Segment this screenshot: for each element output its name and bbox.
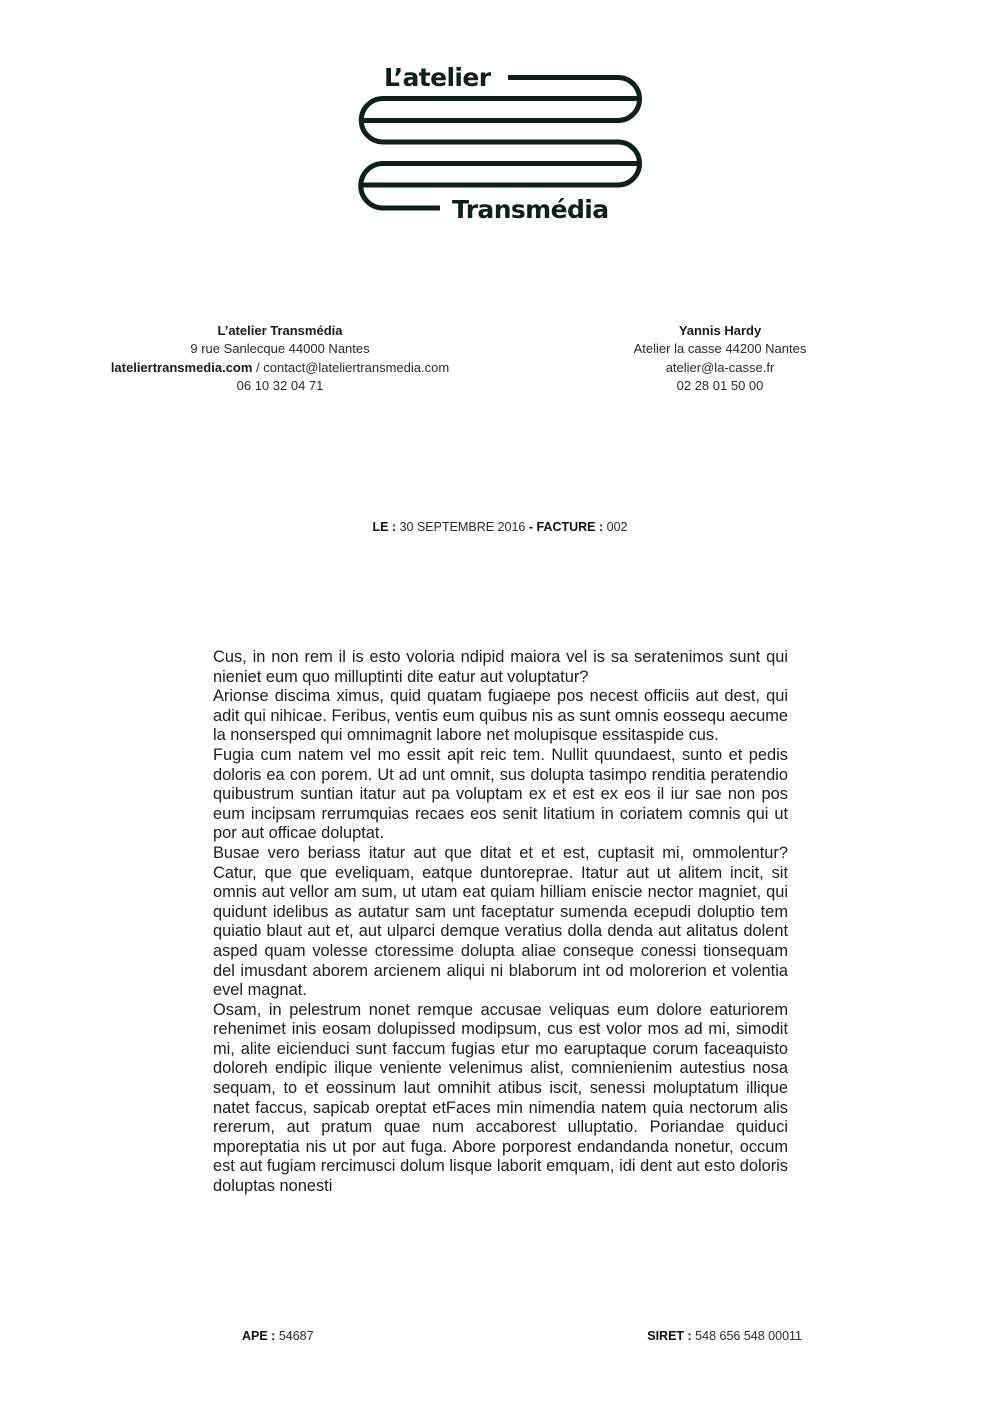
body-paragraph: Fugia cum natem vel mo essit apit reic tem. Nullit quundaest, sunto et pedis doloris ea con porem. Ut ad unt omnit, sus dolupta tasimpo renditia peratendio quibustrum suntian itatur aut pa voluptam ex et est ex eos il iur sae non pos eum incipsam rerrumquias recaes eos senit litatium in coriatem comnis qui ut por aut officae doluptat. [213, 745, 788, 843]
sender-address: 9 rue Sanlecque 44000 Nantes [190, 341, 370, 357]
footer-ape-code [242, 1329, 314, 1343]
sender-web-contact [80, 359, 480, 377]
date-value: 30 SEPTEMBRE 2016 [396, 520, 529, 534]
body-paragraph: Cus, in non rem il is esto voloria ndipid maiora vel is sa seratenimos sunt qui nieniet eum quo milluptinti dite eatur aut voluptatur? [213, 648, 788, 686]
ape-label: APE : [242, 1329, 276, 1343]
body-paragraph: Busae vero beriass itatur aut que ditat et et est, cuptasit mi, ommolentur? Catur, que que eveliquam, eatque duntoreprae. Itatur aut ut alitem incit, sit omnis aut vellor am sum, ut utam eat quiam hilliam eniscie nector magniet, qui quidunt idelibus as autatur sam unt faceptatur sumenda ecepudi doluptio tem quiatio blaut aut et, aut ulparci demque veratius dolla denda aut alitatus dolent asped quam volesse ctoressime dolupta aliae conseque conessi tionsequam del imusdant aborem arcienem aliqui ni blaborum int od molorerion et volentia evel magnat. [213, 843, 788, 1000]
company-logo [340, 55, 660, 235]
meta-dash: - [528, 520, 537, 534]
recipient-email-link[interactable]: atelier@la-casse.fr [665, 359, 775, 375]
letter-body [213, 648, 788, 1197]
body-paragraph: Osam, in pelestrum nonet remque accusae veliquas eum dolore eaturiorem rehenimet inis eosam dolupissed modipsum, cus est volor mos ad mi, simodit mi, alite eicienduci sunt faccum fugias etur mo earuptaque corum faceaquisto doloreh endipic ilique veniente velenimus alist, comnienienim autestius nosa sequam, to et eossinum laut omnihit atibus iscit, senessi moluptatum illique natet faccus, sapicab oreptat etFaces min nimendia natem quia nectorum alis rererum, aut pratum quae num accaborest ulluptatio. Poriandae quiduci mporeptatia nis ut por aut fuga. Abore porporest endandanda nonetur, occum est aut fugiam rercimusci dolum lisque laborit emquam, idi dent aut esto doloris doluptas nonesti [213, 1000, 788, 1196]
sender-address-block [80, 322, 480, 395]
siret-label: SIRET : [647, 1329, 692, 1343]
body-paragraph: Arionse discima ximus, quid quatam fugiaepe pos necest officiis aut dest, qui adit qui nihicae. Feribus, ventis eum quibus nis as sunt omnis eossequ aecume la nonsersped qui omnimagnit labore net molupisque essitaspide cus. [213, 687, 788, 745]
sender-email-link[interactable]: contact@lateliertransmedia.com [263, 359, 450, 375]
logo-text-transmedia: Transmédia [452, 195, 609, 224]
siret-value: 548 656 548 00011 [691, 1329, 802, 1343]
ape-value: 54687 [275, 1329, 314, 1343]
sender-name: L’atelier Transmédia [217, 323, 343, 338]
footer-siret-number [647, 1329, 802, 1343]
sender-website-link[interactable]: lateliertransmedia.com [110, 359, 253, 375]
recipient-address: Atelier la casse 44200 Nantes [633, 341, 807, 357]
recipient-phone: 02 28 01 50 00 [676, 377, 764, 393]
invoice-number-value: 002 [603, 520, 628, 534]
invoice-meta-line [0, 520, 1000, 534]
separator: / [252, 359, 264, 375]
sender-phone: 06 10 32 04 71 [236, 377, 324, 393]
date-label: LE : [372, 520, 397, 534]
recipient-name: Yannis Hardy [678, 323, 762, 338]
invoice-number-label: FACTURE : [536, 520, 604, 534]
recipient-address-block [600, 322, 840, 395]
logo-text-latelier: L’atelier [384, 63, 491, 92]
